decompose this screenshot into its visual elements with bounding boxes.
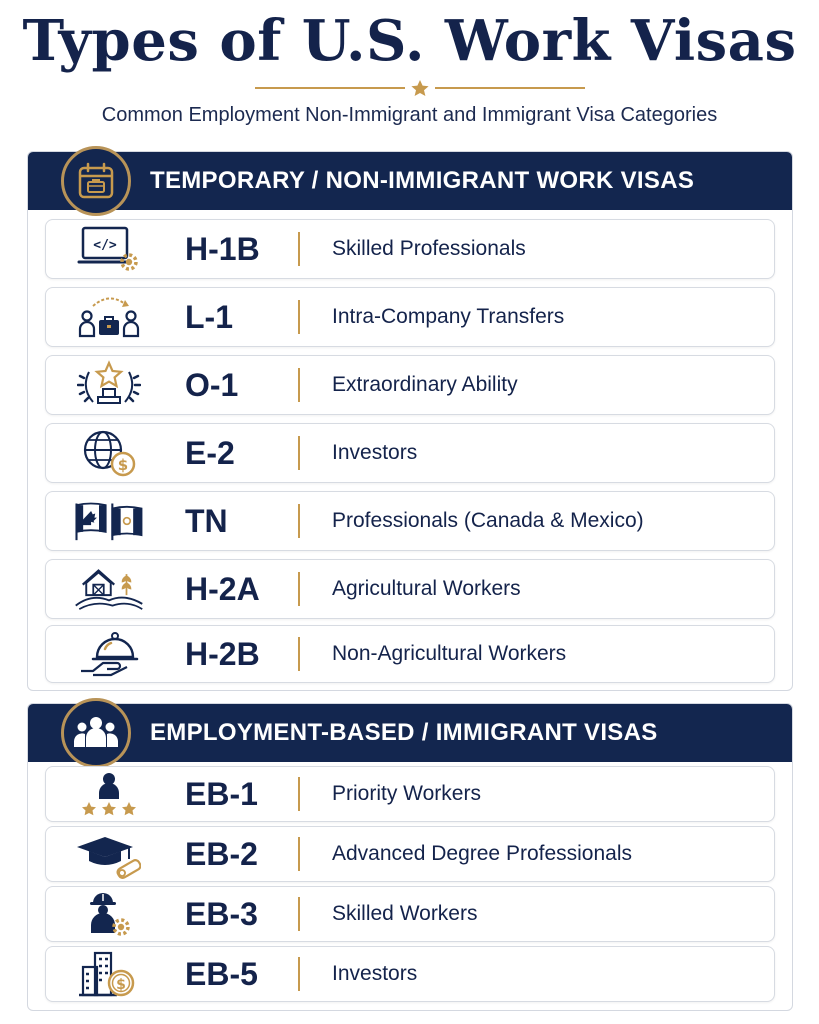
visa-description: Non-Agricultural Workers <box>332 642 567 665</box>
immigrant-section-header <box>28 704 792 762</box>
person-stars-icon <box>74 768 144 820</box>
separator <box>298 572 300 606</box>
calendar-briefcase-icon <box>61 146 131 216</box>
visa-row-e2 <box>45 423 775 483</box>
separator <box>298 504 300 538</box>
visa-description: Advanced Degree Professionals <box>332 842 633 865</box>
page-title: Types of U.S. Work Visas <box>22 8 797 74</box>
separator <box>298 300 300 334</box>
visa-description: Extraordinary Ability <box>332 373 518 396</box>
separator <box>298 368 300 402</box>
visa-code: EB-1 <box>185 775 258 812</box>
building-dollar-icon <box>74 948 144 1000</box>
visa-description: Priority Workers <box>332 782 481 805</box>
barn-farm-icon <box>74 563 144 615</box>
immigrant-visas-section <box>27 703 793 1011</box>
separator <box>298 436 300 470</box>
page-subtitle: Common Employment Non-Immigrant and Immigrant Visa Categories <box>101 104 718 126</box>
service-cloche-icon <box>74 628 144 680</box>
visa-description: Skilled Workers <box>332 902 478 925</box>
visa-row-eb5 <box>45 946 775 1002</box>
globe-dollar-icon <box>74 427 144 479</box>
visa-code: EB-5 <box>185 955 258 992</box>
immigrant-section-heading: EMPLOYMENT-BASED / IMMIGRANT VISAS <box>150 719 658 746</box>
people-group-icon <box>61 698 131 768</box>
visa-code: H-2B <box>185 635 260 672</box>
separator <box>298 897 300 931</box>
temporary-visas-section <box>27 151 793 691</box>
visa-row-eb2 <box>45 826 775 882</box>
visa-row-l1 <box>45 287 775 347</box>
visa-row-eb3 <box>45 886 775 942</box>
visa-description: Investors <box>332 441 418 464</box>
visa-code: TN <box>185 502 228 539</box>
visa-code: L-1 <box>185 298 233 335</box>
visa-code: EB-2 <box>185 835 258 872</box>
separator <box>298 837 300 871</box>
visa-code: H-1B <box>185 230 260 267</box>
svg-text:$: $ <box>116 977 126 993</box>
visa-code: H-2A <box>185 570 260 607</box>
temporary-section-header <box>28 152 792 210</box>
visa-code: E-2 <box>185 434 235 471</box>
visa-code: EB-3 <box>185 895 258 932</box>
visa-description: Professionals (Canada & Mexico) <box>332 509 644 532</box>
visa-row-o1 <box>45 355 775 415</box>
temporary-section-heading: TEMPORARY / NON-IMMIGRANT WORK VISAS <box>150 167 695 194</box>
visa-row-tn <box>45 491 775 551</box>
visa-row-h2b <box>45 625 775 683</box>
visa-description: Intra-Company Transfers <box>332 305 565 328</box>
visa-row-h2a <box>45 559 775 619</box>
separator <box>298 957 300 991</box>
visa-description: Skilled Professionals <box>332 237 526 260</box>
separator <box>298 777 300 811</box>
visa-description: Investors <box>332 962 418 985</box>
visa-row-eb1 <box>45 766 775 822</box>
svg-text:$: $ <box>117 456 129 474</box>
laptop-code-gear-icon <box>74 223 144 275</box>
visa-row-h1b <box>45 219 775 279</box>
separator <box>298 637 300 671</box>
people-transfer-briefcase-icon <box>74 291 144 343</box>
star-award-laurel-icon <box>74 359 144 411</box>
visa-code: O-1 <box>185 366 239 403</box>
graduation-cap-diploma-icon <box>74 828 144 880</box>
svg-text:</>: </> <box>93 238 117 253</box>
visa-description: Agricultural Workers <box>332 577 521 600</box>
separator <box>298 232 300 266</box>
star-divider-icon <box>255 78 585 98</box>
canada-mexico-flags-icon <box>74 495 144 547</box>
worker-hardhat-gear-icon <box>74 888 144 940</box>
